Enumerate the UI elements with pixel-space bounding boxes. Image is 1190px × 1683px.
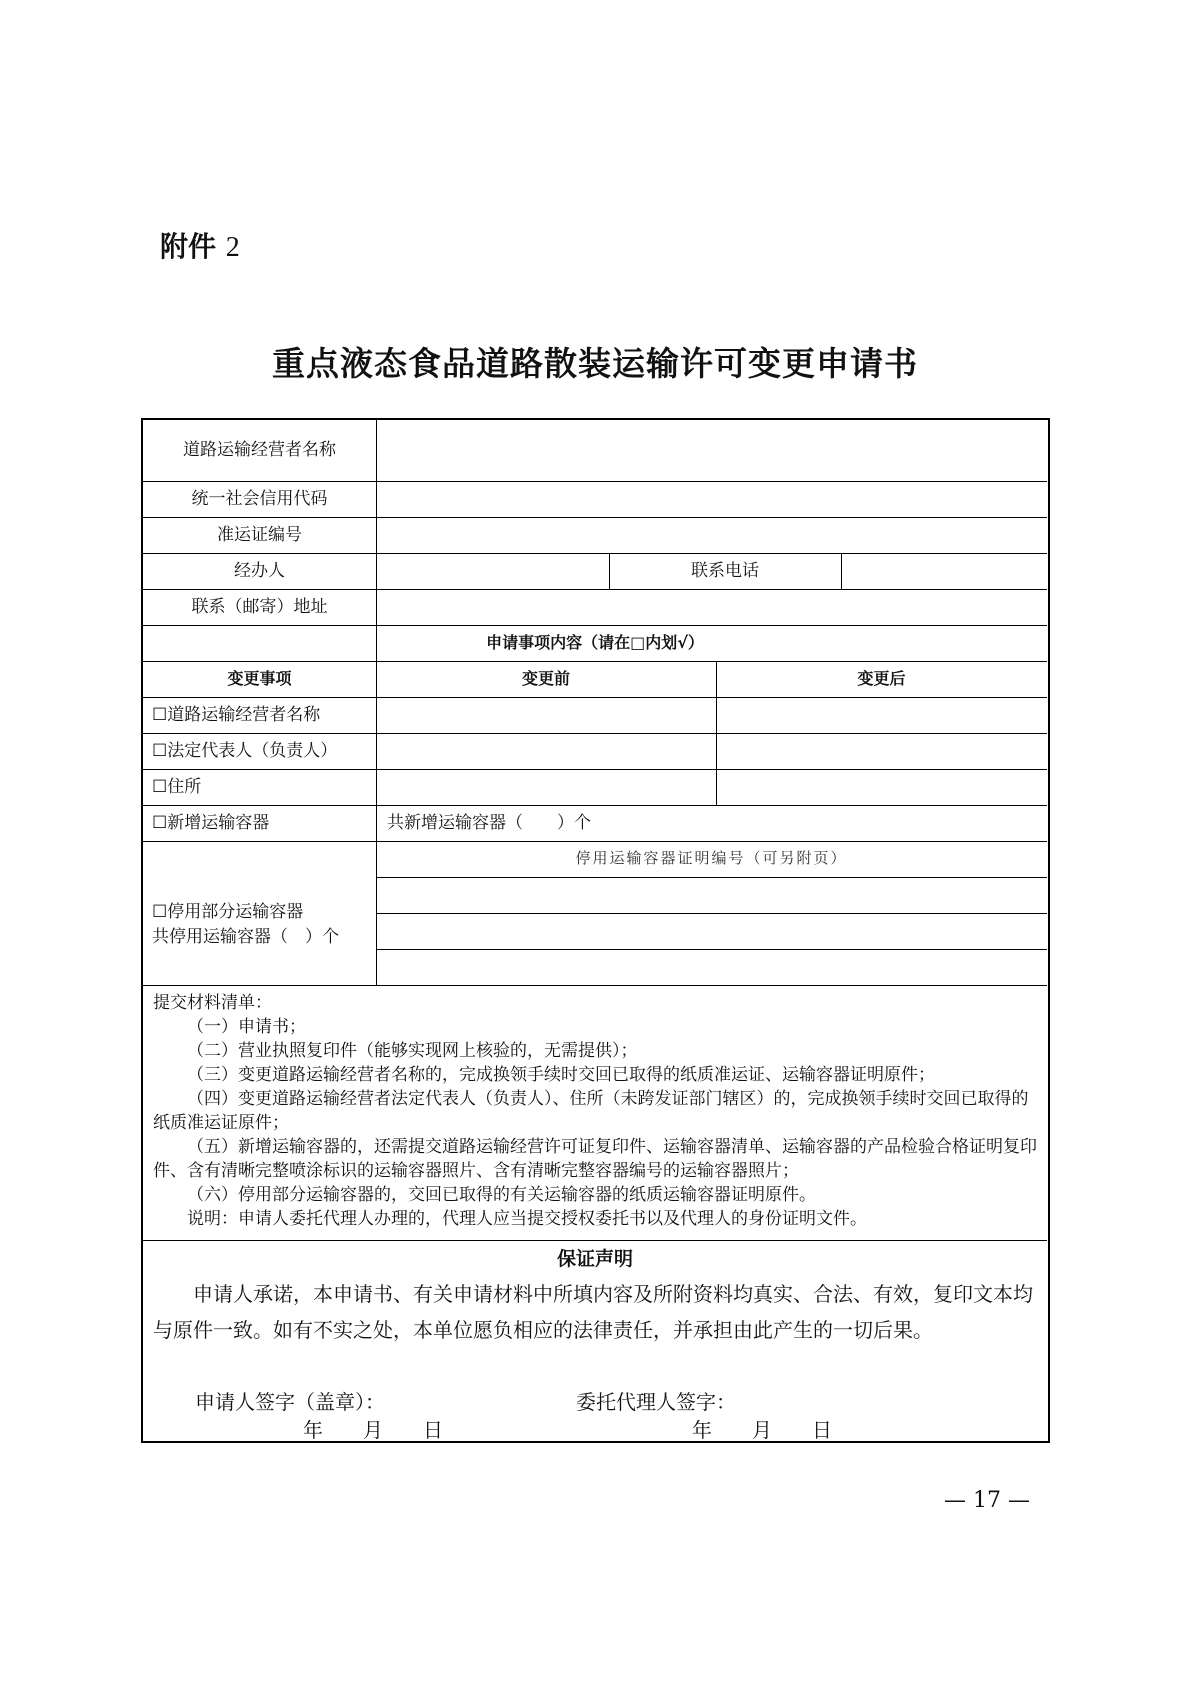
stop-container-count[interactable]: 共停用运输容器（ ）个 [152,927,339,947]
phone-input[interactable] [843,555,1046,588]
attachment-label: 附件 2 [160,230,240,263]
declaration-body: 申请人承诺，本申请书、有关申请材料中所填内容及所附资料均真实、合法、有效，复印文本均与原件一致。如有不实之处，本单位愿负相应的法律责任，并承担由此产生的一切后果。 [153,1282,1033,1342]
application-form [141,418,1050,1443]
change-item-operator-name[interactable]: ☐道路运输经营者名称 [152,705,321,725]
materials-item: （二）营业执照复印件（能够实现网上核验的，无需提供）； [187,1041,638,1061]
change-item-new-container[interactable]: ☐新增运输容器 [152,813,270,833]
materials-note: 说明：申请人委托代理人办理的，代理人应当提交授权委托书以及代理人的身份证明文件。 [187,1209,867,1229]
operator-name-label: 道路运输经营者名称 [183,440,336,460]
change-item-address[interactable]: ☐住所 [152,777,202,797]
column-before: 变更前 [521,669,570,688]
materials-item: （五）新增运输容器的，还需提交道路运输经营许可证复印件、运输容器清单、运输容器的产品检验合格证明复印件、含有清晰完整喷涂标识的运输容器照片、含有清晰完整容器编号的运输容器照片； [153,1137,1037,1181]
stop-container-label[interactable]: ☐停用部分运输容器 [152,902,304,922]
change-item-legal-rep[interactable]: ☐法定代表人（负责人） [152,741,338,761]
handler-input[interactable] [378,555,608,588]
permit-no-label: 准运证编号 [217,525,302,545]
page-title: 重点液态食品道路散装运输许可变更申请书 [272,344,918,383]
stop-cert-header: 停用运输容器证明编号（可另附页） [575,849,848,867]
permit-no-input[interactable] [378,519,1046,552]
materials-item: （六）停用部分运输容器的，交回已取得的有关运输容器的纸质运输容器证明原件。 [187,1185,816,1205]
materials-item: （四）变更道路运输经营者法定代表人（负责人）、住所（未跨发证部门辖区）的，完成换领手续时交回已取得的纸质准运证原件； [153,1089,1029,1133]
credit-code-label: 统一社会信用代码 [191,489,328,509]
page-number: — 17 — [944,1488,1030,1513]
phone-label: 联系电话 [691,561,759,581]
materials-item: （一）申请书； [187,1017,306,1037]
address-label: 联系（邮寄）地址 [191,597,328,617]
applicant-signature[interactable]: 申请人签字（盖章）： [195,1390,385,1414]
column-item: 变更事项 [227,669,292,688]
handler-label: 经办人 [234,561,285,581]
materials-heading: 提交材料清单： [153,993,272,1013]
credit-code-input[interactable] [378,483,1046,516]
agent-signature[interactable]: 委托代理人签字： [576,1390,736,1414]
section-header: 申请事项内容（请在□内划√） [486,633,704,652]
materials-list [153,991,1043,1231]
agent-date[interactable]: 年 月 日 [692,1418,832,1442]
operator-name-input[interactable] [378,422,1046,480]
applicant-date[interactable]: 年 月 日 [303,1418,443,1442]
materials-item: （三）变更道路运输经营者名称的，完成换领手续时交回已取得的纸质准运证、运输容器证明原件； [187,1065,935,1085]
column-after: 变更后 [857,669,906,688]
address-input[interactable] [378,591,1046,624]
new-container-count[interactable]: 共新增运输容器（ ）个 [387,813,591,833]
declaration-heading: 保证声明 [556,1248,633,1270]
